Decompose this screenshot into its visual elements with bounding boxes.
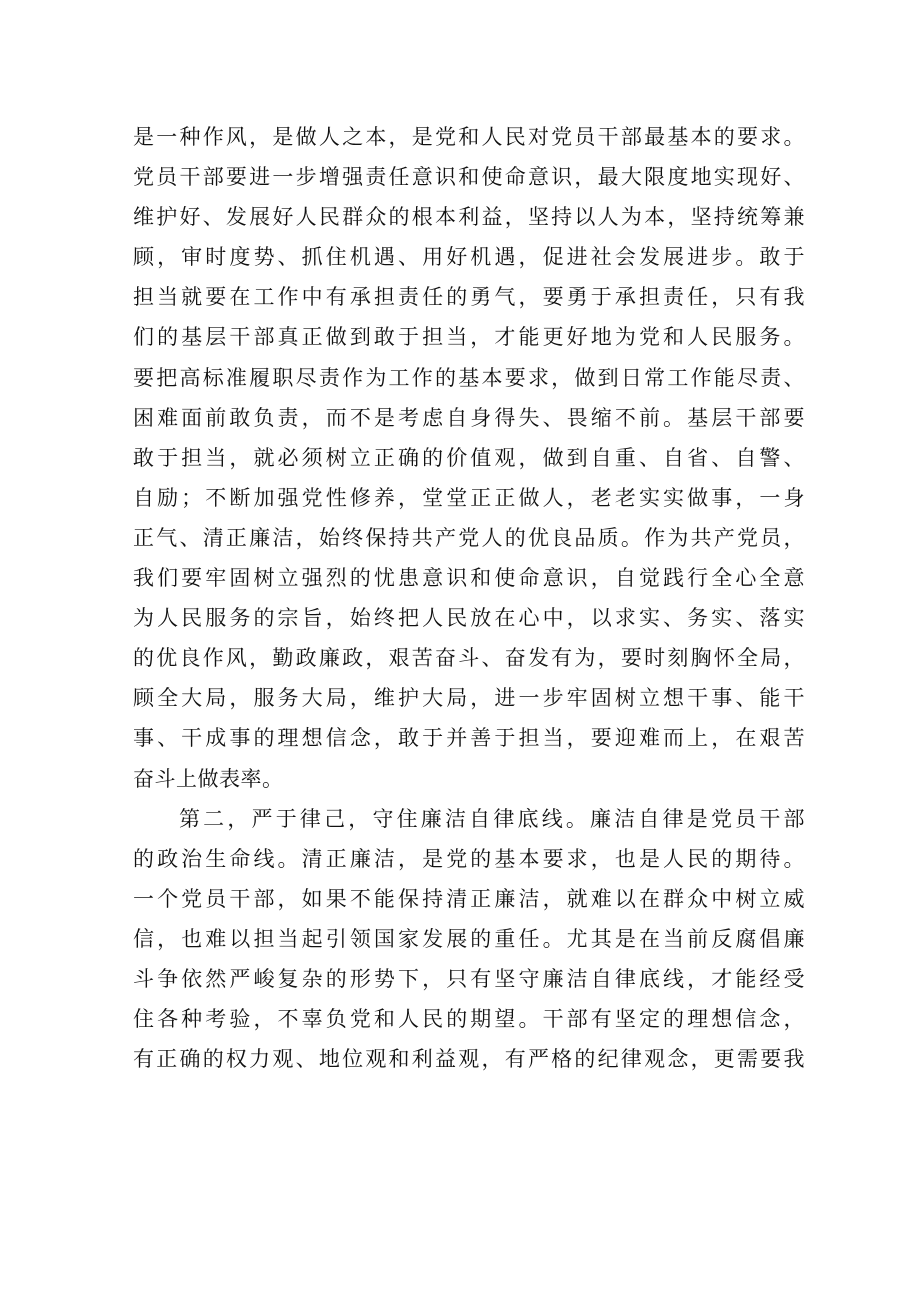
text-line: 一个党员干部，如果不能保持清正廉洁，就难以在群众中树立威 <box>133 886 805 911</box>
text-line: 为人民服务的宗旨，始终把人民放在心中，以求实、务实、落实 <box>133 606 805 631</box>
body-text <box>133 117 805 1079</box>
text-line: 敢于担当，就必须树立正确的价值观，做到自重、自省、自警、 <box>133 445 805 470</box>
text-line: 们的基层干部真正做到敢于担当，才能更好地为党和人民服务。 <box>133 325 805 350</box>
text-line: 的政治生命线。清正廉洁，是党的基本要求，也是人民的期待。 <box>133 846 805 871</box>
text-line: 信，也难以担当起引领国家发展的重任。尤其是在当前反腐倡廉 <box>133 926 805 951</box>
text-line: 要把高标准履职尽责作为工作的基本要求，做到日常工作能尽责、 <box>133 365 805 390</box>
text-line: 维护好、发展好人民群众的根本利益，坚持以人为本，坚持统筹兼 <box>133 205 805 230</box>
text-line: 是一种作风，是做人之本，是党和人民对党员干部最基本的要求。 <box>133 125 805 149</box>
text-line: 困难面前敢负责，而不是考虑自身得失、畏缩不前。基层干部要 <box>133 405 805 430</box>
text-line: 正气、清正廉洁，始终保持共产党人的优良品质。作为共产党员， <box>133 525 805 550</box>
paragraph-end-line: 奋斗上做表率。 <box>133 766 284 791</box>
text-line: 党员干部要进一步增强责任意识和使命意识，最大限度地实现好、 <box>133 165 805 190</box>
text-line: 斗争依然严峻复杂的形势下，只有坚守廉洁自律底线，才能经受 <box>133 966 805 991</box>
text-line: 顾，审时度势、抓住机遇、用好机遇，促进社会发展进步。敢于 <box>133 245 805 270</box>
text-line: 住各种考验，不辜负党和人民的期望。干部有坚定的理想信念， <box>133 1007 805 1032</box>
text-line: 有正确的权力观、地位观和利益观，有严格的纪律观念，更需要我 <box>133 1047 805 1072</box>
text-line: 事、干成事的理想信念，敢于并善于担当，要迎难而上，在艰苦 <box>133 726 805 751</box>
text-line: 顾全大局，服务大局，维护大局，进一步牢固树立想干事、能干 <box>133 686 805 711</box>
text-line: 担当就要在工作中有承担责任的勇气，要勇于承担责任，只有我 <box>133 285 805 310</box>
paragraph-first-line: 第二，严于律己，守住廉洁自律底线。廉洁自律是党员干部 <box>179 806 805 831</box>
text-line: 的优良作风，勤政廉政，艰苦奋斗、奋发有为，要时刻胸怀全局， <box>133 646 805 671</box>
text-line: 我们要牢固树立强烈的忧患意识和使命意识，自觉践行全心全意 <box>133 566 805 591</box>
text-line: 自励；不断加强党性修养，堂堂正正做人，老老实实做事，一身 <box>133 485 805 510</box>
